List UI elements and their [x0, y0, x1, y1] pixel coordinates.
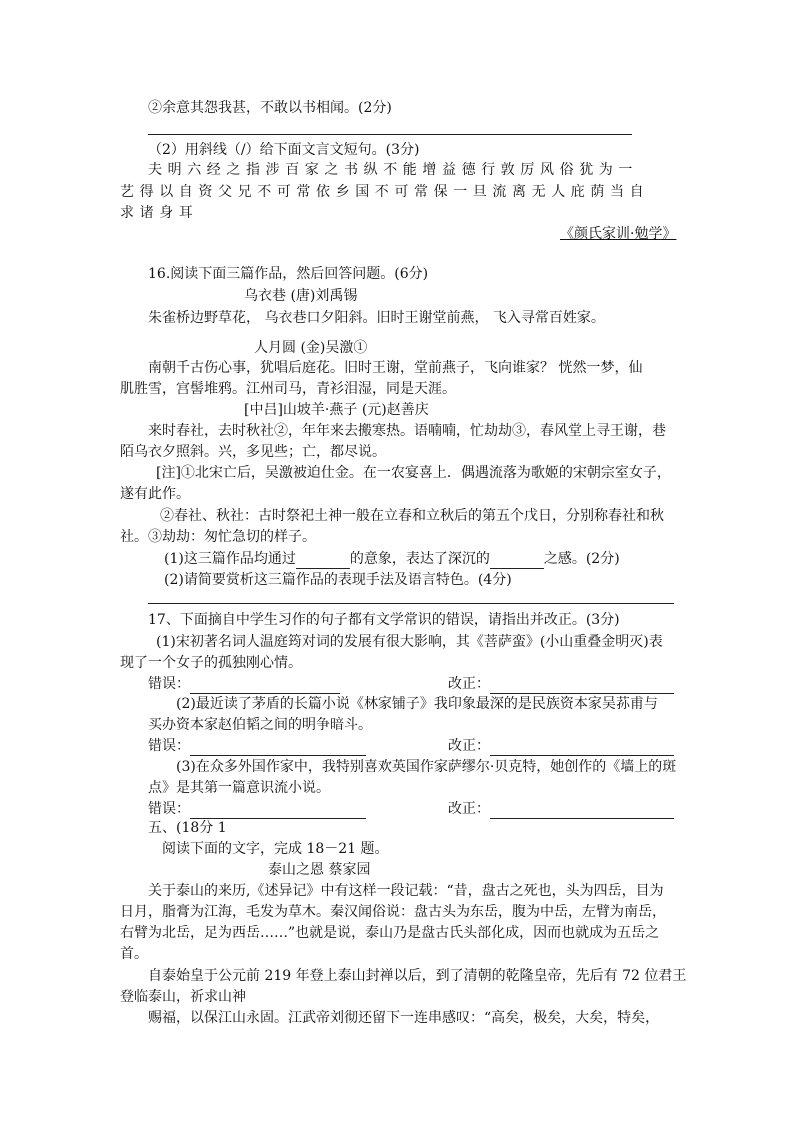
- q17-s3-error: [148, 799, 366, 819]
- section5-instruction: 阅读下面的文字，完成 18－21 题。: [162, 841, 389, 857]
- item-2-sentence: ②余意其怨我甚，不敢以书相闻。(2分): [148, 100, 392, 116]
- q17-s1-line-2: 现了一个女子的孤独刚心情。: [120, 655, 302, 671]
- poem1-text: 朱雀桥边野草花， 乌衣巷口夕阳斜。旧时王谢堂前燕， 飞入寻常百姓家。: [148, 310, 605, 326]
- passage-line-2: 艺得以自资父兄不可常依乡国不可常保一旦流离无人庇荫当自: [120, 184, 650, 200]
- essay-p2-line-2: 登临泰山，祈求山神: [120, 989, 246, 1005]
- error-blank-1[interactable]: [190, 677, 340, 694]
- error-label: 错误：: [148, 676, 190, 692]
- q17-s3-line-2: 点》是其第一篇意识流小说。: [148, 780, 330, 796]
- note-line-4: 社。③劫劫：匆忙急切的样子。: [120, 529, 316, 545]
- fix-label: 改正：: [448, 801, 490, 817]
- essay-p3-line-1: 赐福，以保江山永固。江武帝刘彻还留下一连串感叹：“高矣，极矣，大矣，特矣，: [148, 1010, 660, 1026]
- essay-p1-line-3: 右臂为北岳，足为西岳……”也就是说，泰山乃是盘古氏头部化成，因而也就成为五岳之: [120, 925, 660, 941]
- q17-s2-line-1: (2)最近读了茅盾的长篇小说《林家铺子》我印象最深的是民族资本家吴荪甫与: [176, 696, 658, 712]
- error-label: 错误：: [148, 801, 190, 817]
- poem3-title: [中吕]山坡羊·燕子 (元)赵善庆: [244, 402, 429, 418]
- q17-intro: 17、下面摘自中学生习作的句子都有文学常识的错误，请指出并改正。(3分): [148, 612, 620, 628]
- q17-s2-fix: [448, 736, 674, 756]
- fix-label: 改正：: [448, 738, 490, 754]
- q16-sub2: (2)请简要赏析这三篇作品的表现手法及语言特色。(4分): [164, 572, 512, 588]
- q17-s1-fix: [448, 674, 674, 694]
- note-line-2: 遂有此作。: [120, 486, 190, 502]
- essay-p2-line-1: 自泰始皇于公元前 219 年登上泰山封禅以后，到了清朝的乾隆皇帝，先后有 72 位君王: [148, 968, 687, 984]
- poem2-title: 人月圆 (金)吴激①: [254, 340, 368, 356]
- essay-p1-line-1: 关于泰山的来历,《述异记》中有这样一段记载：“昔，盘古之死也，头为四岳，目为: [148, 883, 664, 899]
- passage-source: 《颜氏家训·勉学》: [560, 226, 677, 242]
- error-blank-2[interactable]: [190, 739, 366, 756]
- fix-blank-1[interactable]: [490, 677, 674, 694]
- q17-s2-error: [148, 736, 366, 756]
- q17-s1-line-1: (1)宋初著名词人温庭筠对词的发展有很大影响，其《菩萨蛮》(小山重叠金明灭)表: [156, 634, 663, 650]
- poem2-line-1: 南朝千古伤心事，犹唱后庭花。旧时王谢，堂前燕子，飞向谁家？ 恍然一梦，仙: [148, 360, 643, 376]
- q16-sub1-part-b: 的意象，表达了深沉的: [349, 551, 490, 567]
- error-label: 错误：: [148, 738, 190, 754]
- q16-sub1-part-a: (1)这三篇作品均通过: [164, 551, 296, 567]
- note-line-1: [注]①北宋亡后，吴激被迫仕金。在一农宴喜上．偶遇流落为歌姬的宋朝宗室女子，: [156, 465, 671, 481]
- fix-blank-3[interactable]: [490, 802, 674, 819]
- blank-feeling[interactable]: [490, 552, 544, 569]
- essay-title: 泰山之恩 蔡家园: [268, 862, 371, 878]
- q16-sub1-part-c: 之感。(2分): [543, 551, 620, 567]
- passage-line-1: 夫明六经之指涉百家之书纵不能增益德行敦厉风俗犹为一: [148, 162, 638, 178]
- fix-blank-2[interactable]: [490, 739, 674, 756]
- answer-line: [148, 134, 632, 135]
- section5-heading: 五、(18分 1: [148, 820, 227, 836]
- q16-sub1: [164, 549, 620, 569]
- q17-s3-line-1: (3)在众多外国作家中，我特别喜欢英国作家萨缪尔·贝克特，她创作的《墙上的斑: [176, 759, 677, 775]
- error-blank-3[interactable]: [190, 802, 366, 819]
- q17-s3-fix: [448, 799, 674, 819]
- essay-p1-line-2: 日月，脂膏为江海，毛发为草木。秦汉闻俗说：盘古头为东岳，腹为中岳，左臂为南岳，: [120, 904, 666, 920]
- essay-p1-line-4: 首。: [120, 946, 148, 962]
- passage-line-3: 求诸身耳: [120, 205, 199, 221]
- note-line-3: ②春社、秋社：古时祭祀土神一般在立春和立秋后的第五个戊日，分别称春社和秋: [160, 508, 664, 524]
- q17-s1-error: [148, 674, 340, 694]
- poem3-line-2: 陌乌衣夕照斜。兴，多见些；亡，都尽说。: [120, 444, 386, 460]
- poem1-title: 乌衣巷 (唐)刘禹锡: [244, 288, 358, 304]
- fix-label: 改正：: [448, 676, 490, 692]
- blank-imagery[interactable]: [296, 552, 350, 569]
- poem2-line-2: 肌胜雪，宫髻堆鸦。江州司马，青衫泪湿，同是天涯。: [120, 381, 456, 397]
- poem3-line-1: 来时春社，去时秋社②，年年来去搬寒热。语喃喃，忙劫劫③，春风堂上寻王谢，巷: [148, 423, 666, 439]
- question-2-prompt: （2）用斜线（/）给下面文言文短句。(3分): [148, 142, 420, 158]
- q16-intro: 16.阅读下面三篇作品，然后回答问题。(6分): [148, 266, 429, 282]
- answer-line: [148, 603, 674, 604]
- q17-s2-line-2: 买办资本家赵伯韬之间的明争暗斗。: [148, 717, 372, 733]
